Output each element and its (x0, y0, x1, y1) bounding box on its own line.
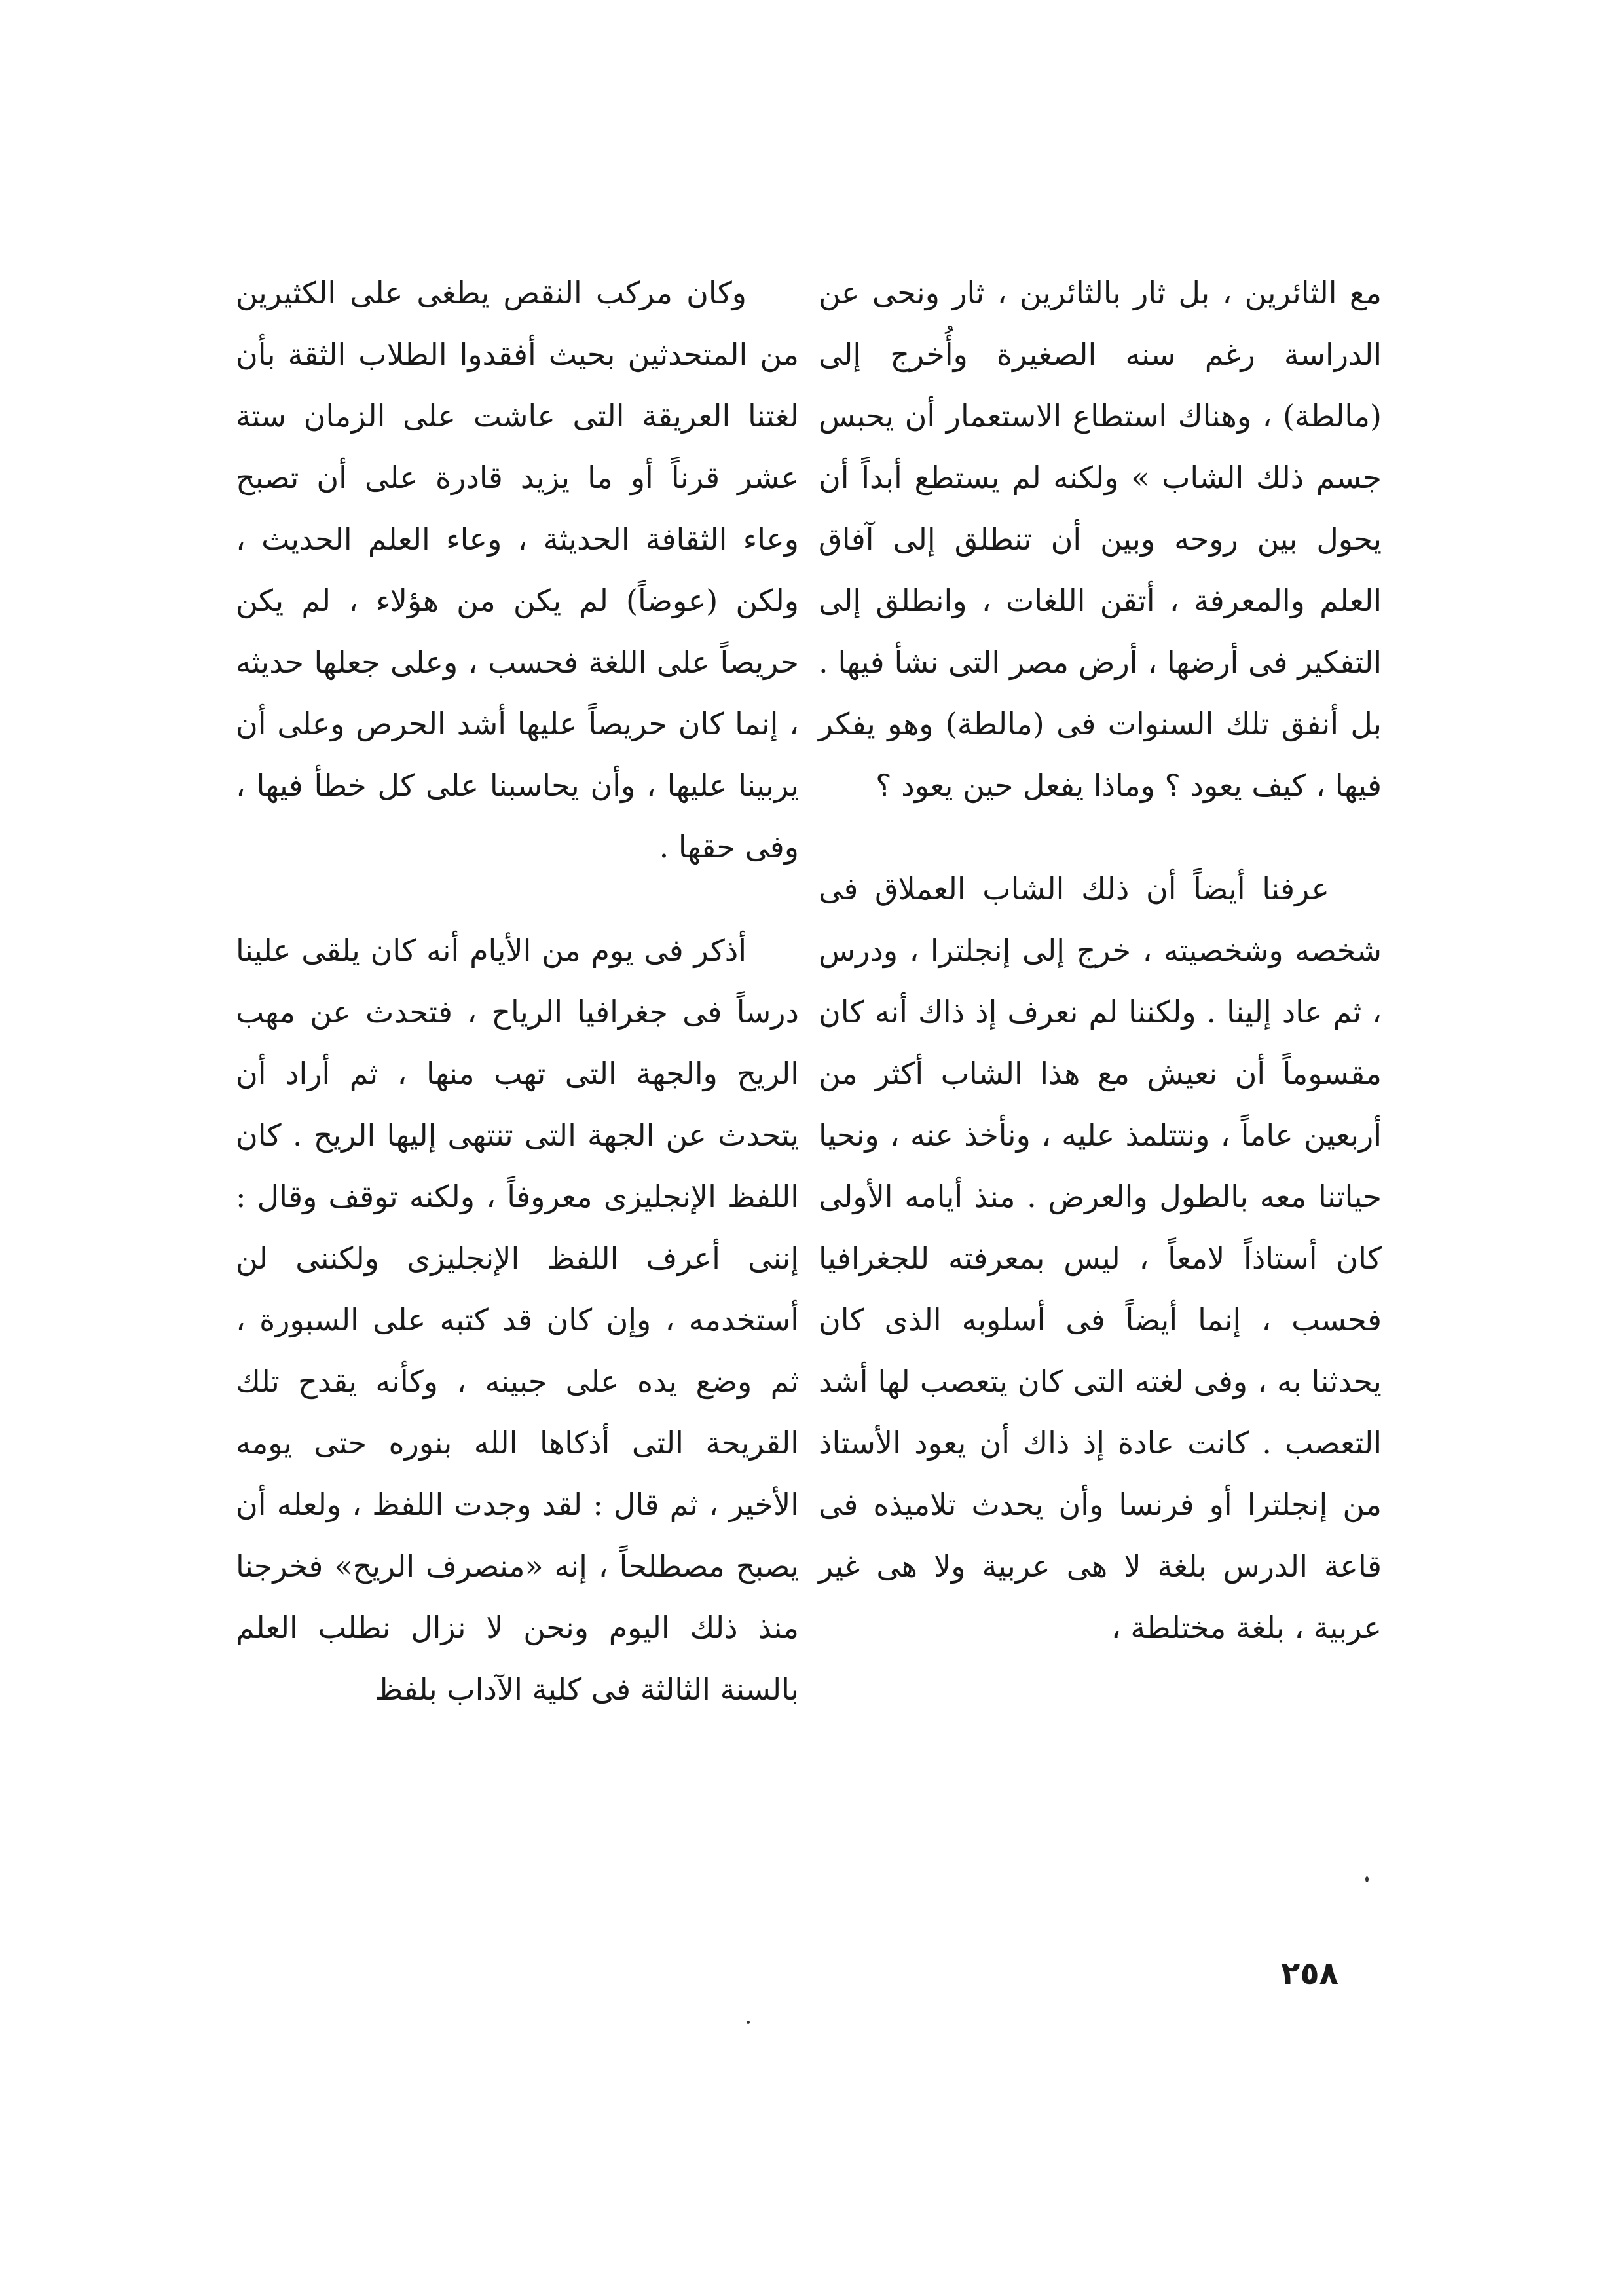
left-paragraph-1: وكان مركب النقص يطغى على الكثيرين من المتحدثين بحيث أفقدوا الطلاب الثقة بأن لغتنا العريقة التى عاشت على الزمان ستة عشر قرناً أو ما يزيد قادرة على أن تصبح وعاء الثقافة الحديثة ، وعاء العلم الحديث ، ولكن (عوضاً) لم يكن من هؤلاء ، لم يكن حريصاً على اللغة فحسب ، وعلى جعلها حديثه ، إنما كان حريصاً عليها أشد الحرص وعلى أن يربينا عليها ، وأن يحاسبنا على كل خطأ فيها ، وفى حقها . (236, 275, 799, 865)
scan-speck (1365, 1876, 1369, 1882)
right-column (819, 262, 1382, 1658)
paragraph-gap (819, 816, 1382, 858)
left-column (236, 262, 799, 1720)
scan-speck (747, 2021, 750, 2024)
right-paragraph-2: عرفنا أيضاً أن ذلك الشاب العملاق فى شخصه وشخصيته ، خرج إلى إنجلترا ، ودرس ، ثم عاد إلينا . ولكننا لم نعرف إذ ذاك أنه كان مقسوماً أن نعيش مع هذا الشاب أكثر من أربعين عاماً ، ونتتلمذ عليه ، ونأخذ عنه ، ونحيا حياتنا معه بالطول والعرض . منذ أيامه الأولى كان أستاذاً لامعاً ، ليس بمعرفته للجغرافيا فحسب ، إنما أيضاً فى أسلوبه الذى كان يحدثنا به ، وفى لغته التى كان يتعصب لها أشد التعصب . كانت عادة إذ ذاك أن يعود الأستاذ من إنجلترا أو فرنسا وأن يحدث تلاميذه فى قاعة الدرس بلغة لا هى عربية ولا هى غير عربية ، بلغة مختلطة ، (819, 871, 1382, 1645)
page-number: ٢٥٨ (1281, 1955, 1338, 1992)
right-paragraph-1: مع الثائرين ، بل ثار بالثائرين ، ثار ونحى عن الدراسة رغم سنه الصغيرة وأُخرج إلى (مالطة) ، وهناك استطاع الاستعمار أن يحبس جسم ذلك الشاب » ولكنه لم يستطع أبداً أن يحول بين روحه وبين أن تنطلق إلى آفاق العلم والمعرفة ، أتقن اللغات ، وانطلق إلى التفكير فى أرضها ، أرض مصر التى نشأ فيها . بل أنفق تلك السنوات فى (مالطة) وهو يفكر فيها ، كيف يعود ؟ وماذا يفعل حين يعود ؟ (819, 275, 1382, 803)
paragraph-gap (236, 878, 799, 920)
left-paragraph-2: أذكر فى يوم من الأيام أنه كان يلقى علينا درساً فى جغرافيا الرياح ، فتحدث عن مهب الريح والجهة التى تهب منها ، ثم أراد أن يتحدث عن الجهة التى تنتهى إليها الريح . كان اللفظ الإنجليزى معروفاً ، ولكنه توقف وقال : إننى أعرف اللفظ الإنجليزى ولكننى لن أستخدمه ، وإن كان قد كتبه على السبورة ، ثم وضع يده على جبينه ، وكأنه يقدح تلك القريحة التى أذكاها الله بنوره حتى يومه الأخير ، ثم قال : لقد وجدت اللفظ ، ولعله أن يصبح مصطلحاً ، إنه «منصرف الريح» فخرجنا منذ ذلك اليوم ونحن لا نزال نطلب العلم بالسنة الثالثة فى كلية الآداب بلفظ (236, 933, 799, 1707)
